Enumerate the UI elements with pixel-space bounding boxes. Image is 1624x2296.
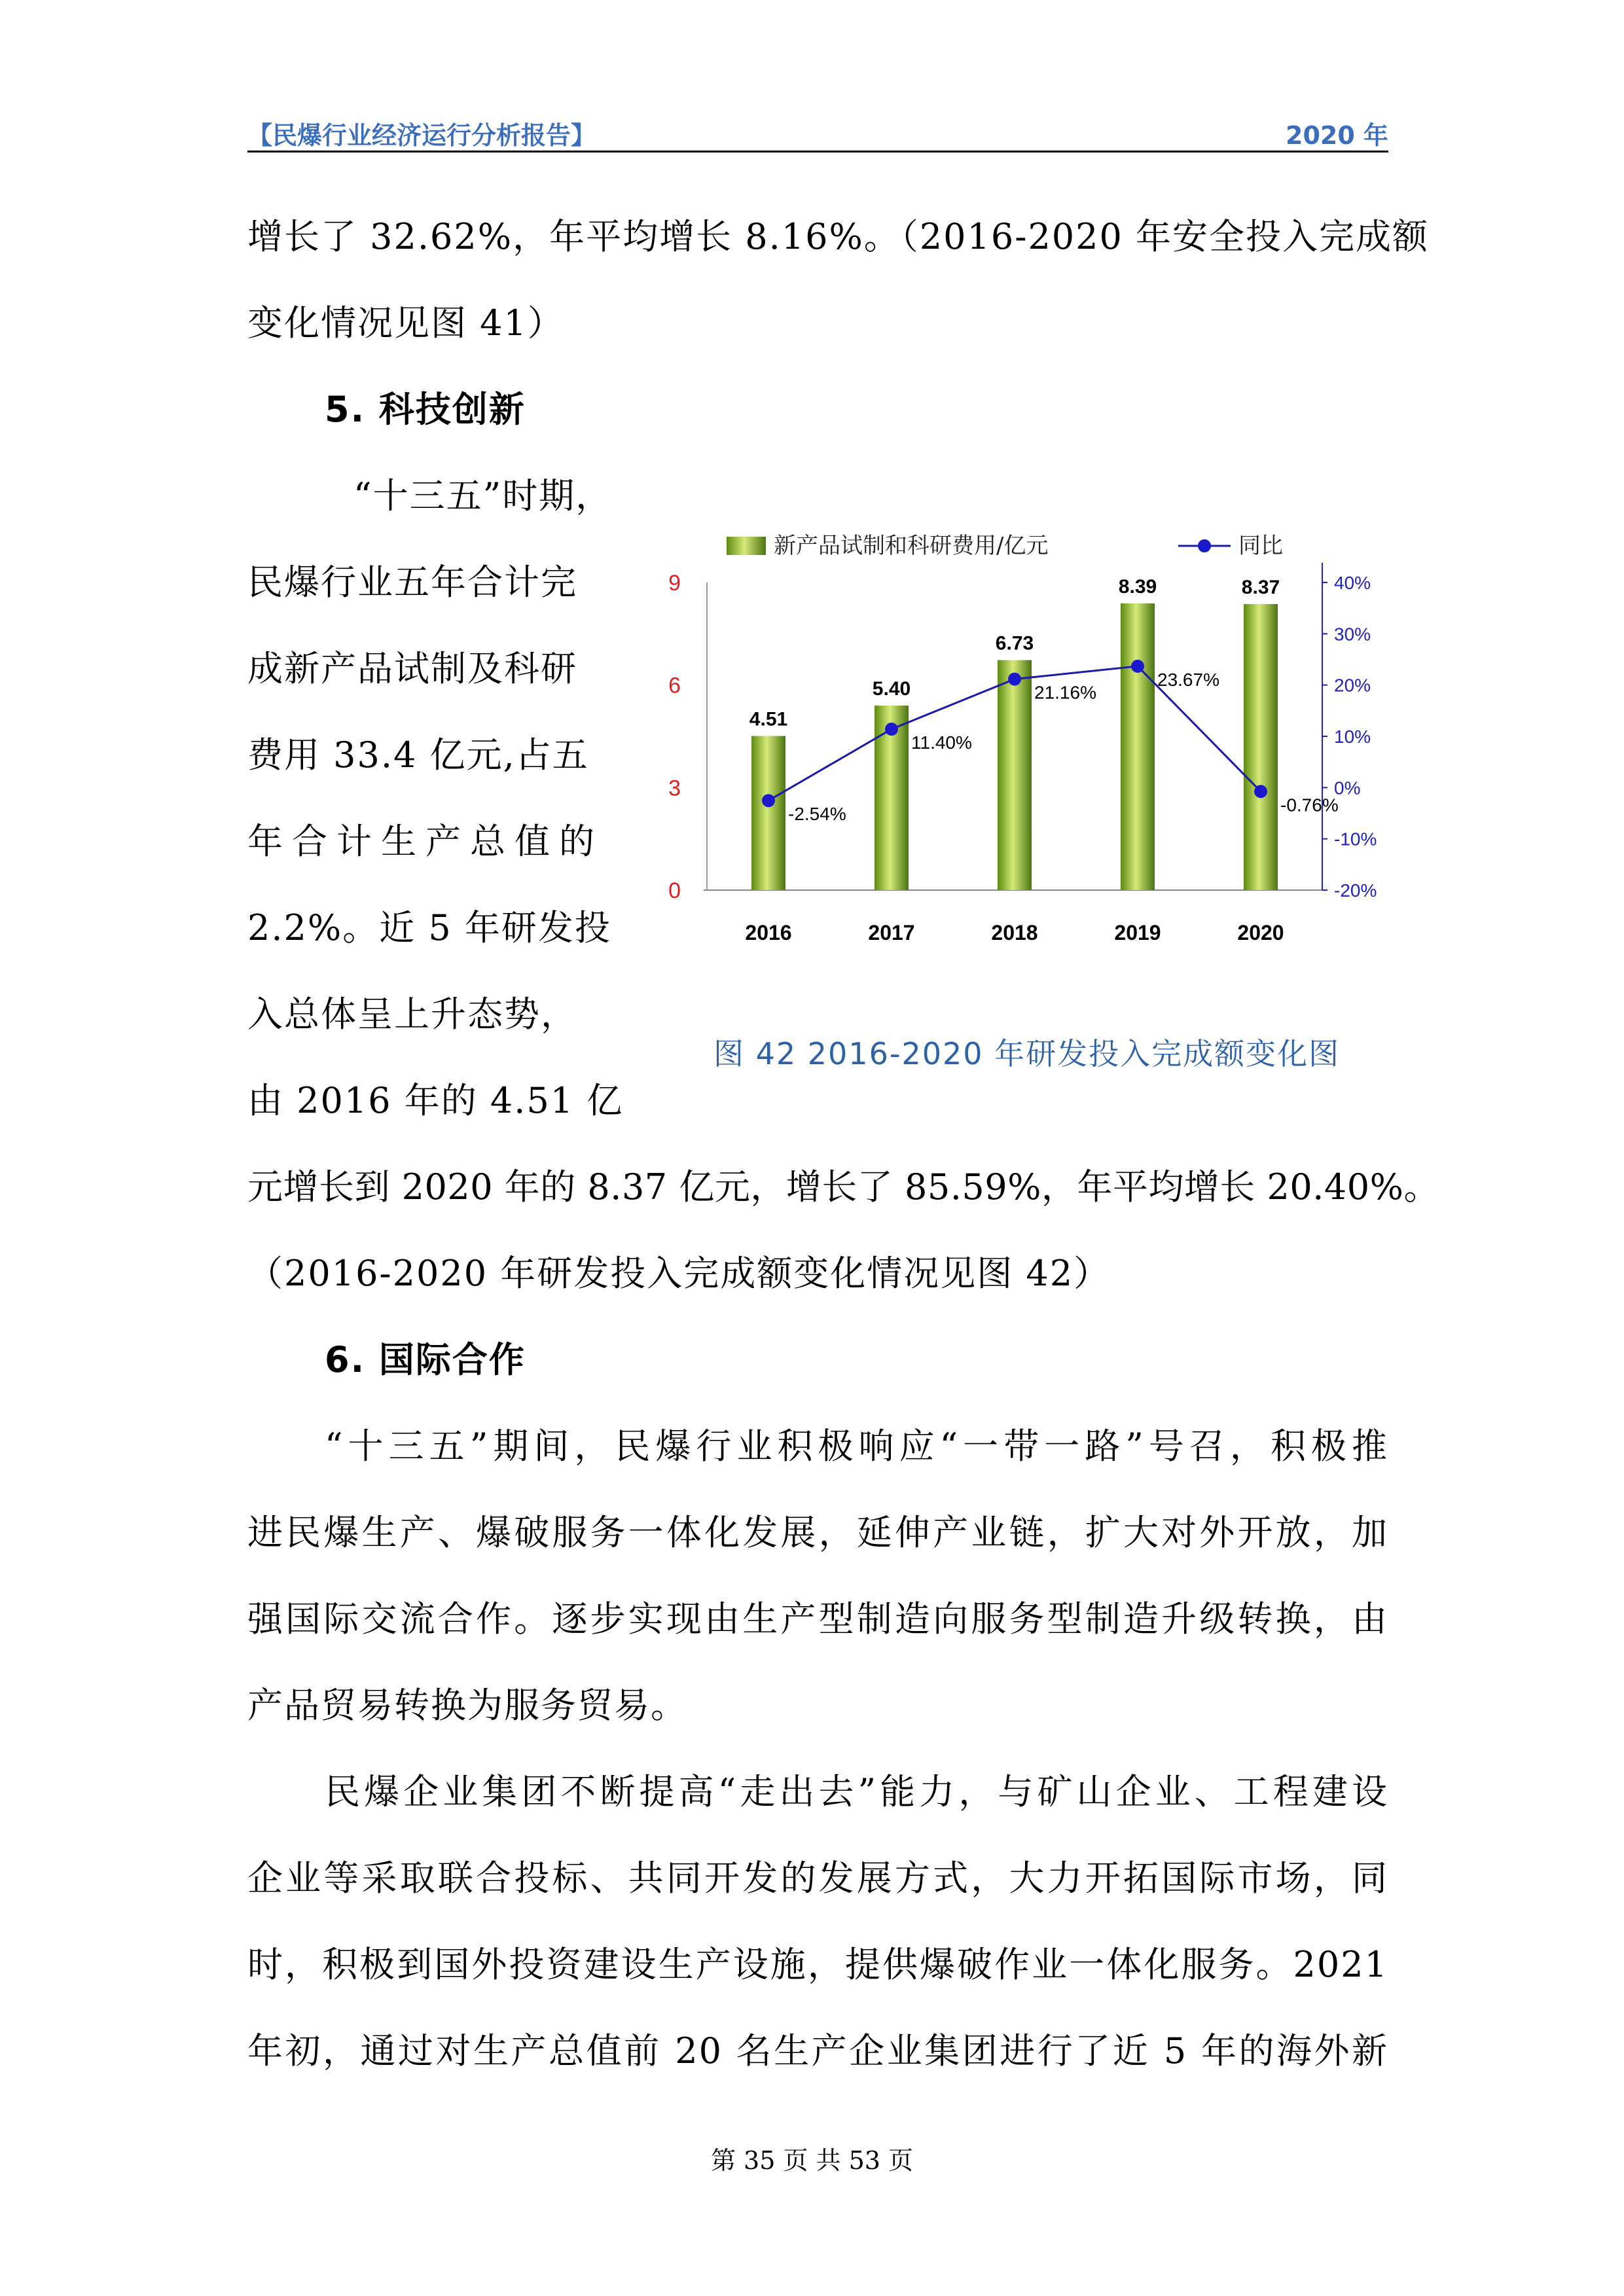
x-tick-label: 2018 (991, 921, 1038, 944)
legend-line-marker (1198, 539, 1211, 552)
y-right-tick-label: 0% (1334, 778, 1361, 798)
yoy-value-label: -2.54% (788, 804, 846, 825)
figure-caption: 图 42 2016-2020 年研发投入完成额变化图 (713, 1036, 1341, 1071)
paragraph-line: 增长了 32.62%，年平均增长 8.16%。（2016-2020 年安全投入完成额 (247, 216, 1430, 257)
yoy-point (1131, 660, 1144, 673)
page-footer: 第 35 页 共 53 页 (710, 2146, 914, 2175)
y-left-tick-label: 6 (668, 673, 681, 698)
header-year: 2020 年 (1286, 121, 1388, 150)
bar-value-label: 5.40 (872, 678, 911, 700)
bar (998, 660, 1032, 890)
y-right-tick-label: -10% (1334, 829, 1377, 850)
y-left-tick-label: 3 (668, 776, 681, 801)
section-heading-6: 6. 国际合作 (325, 1339, 526, 1380)
yoy-point (1008, 673, 1021, 686)
paragraph-line: 时，积极到国外投资建设生产设施，提供爆破作业一体化服务。2021 (247, 1944, 1388, 1985)
paragraph-line: 民爆行业五年合计完 (247, 562, 577, 603)
bar-value-label: 6.73 (995, 632, 1034, 655)
y-right-tick-label: 10% (1334, 726, 1371, 747)
rd-investment-chart (628, 524, 1401, 949)
yoy-point (1254, 785, 1267, 798)
paragraph-line: （2016-2020 年研发投入完成额变化情况见图 42） (247, 1253, 1111, 1294)
paragraph-line: 变化情况见图 41） (247, 302, 564, 344)
x-tick-label: 2017 (868, 921, 915, 944)
y-right-tick-label: -20% (1334, 880, 1377, 901)
bar-value-label: 8.39 (1118, 575, 1157, 598)
y-right-tick-label: 20% (1334, 675, 1371, 696)
legend-bar-label: 新产品试制和科研费用/亿元 (774, 533, 1049, 559)
paragraph-line: 强国际交流合作。逐步实现由生产型制造向服务型制造升级转换，由 (247, 1598, 1388, 1640)
header-title: 【民爆行业经济运行分析报告】 (247, 121, 596, 150)
paragraph-line: 成新产品试制及科研 (247, 648, 577, 689)
bar-value-label: 4.51 (749, 708, 788, 730)
legend-bar-swatch (727, 537, 766, 555)
bar (751, 736, 785, 890)
y-left-tick-label: 9 (668, 571, 681, 596)
paragraph-line: 费用 33.4 亿元,占五 (247, 734, 589, 776)
bar-value-label: 8.37 (1241, 576, 1280, 598)
paragraph-line: 企业等采取联合投标、共同开发的发展方式，大力开拓国际市场，同 (247, 1857, 1388, 1899)
yoy-point (762, 794, 775, 807)
paragraph-line: “十三五”时期， (353, 475, 613, 516)
yoy-value-label: 21.16% (1034, 682, 1096, 703)
paragraph-line: “十三五”期间，民爆行业积极响应“一带一路”号召，积极推 (325, 1426, 1388, 1467)
paragraph-line: 进民爆生产、爆破服务一体化发展，延伸产业链，扩大对外开放，加 (247, 1512, 1388, 1553)
yoy-value-label: 23.67% (1157, 669, 1219, 690)
paragraph-line: 产品贸易转换为服务贸易。 (247, 1685, 687, 1726)
y-right-tick-label: 40% (1334, 573, 1371, 593)
paragraph-line: 由 2016 年的 4.51 亿 (247, 1080, 624, 1121)
paragraph-line: 入总体呈上升态势， (247, 994, 577, 1035)
x-tick-label: 2016 (745, 921, 792, 944)
paragraph-line: 民爆企业集团不断提高“走出去”能力，与矿山企业、工程建设 (325, 1771, 1388, 1812)
paragraph-line: 年初，通过对生产总值前 20 名生产企业集团进行了近 5 年的海外新 (247, 2030, 1388, 2072)
paragraph-line: 2.2%。近 5 年研发投 (247, 907, 611, 948)
y-right-tick-label: 30% (1334, 624, 1371, 645)
header-divider (247, 151, 1388, 152)
yoy-value-label: 11.40% (911, 732, 972, 753)
bar (1244, 604, 1278, 890)
x-tick-label: 2020 (1237, 921, 1284, 944)
section-heading-5: 5. 科技创新 (325, 389, 526, 430)
paragraph-line: 年合计生产总值的 (247, 821, 604, 862)
legend-line-label: 同比 (1238, 533, 1283, 559)
paragraph-line: 元增长到 2020 年的 8.37 亿元，增长了 85.59%，年平均增长 20.40%。 (247, 1166, 1439, 1208)
x-tick-label: 2019 (1114, 921, 1161, 944)
yoy-value-label: -0.76% (1280, 795, 1339, 816)
bar (1121, 603, 1155, 890)
y-left-tick-label: 0 (668, 878, 681, 903)
yoy-point (885, 723, 898, 736)
